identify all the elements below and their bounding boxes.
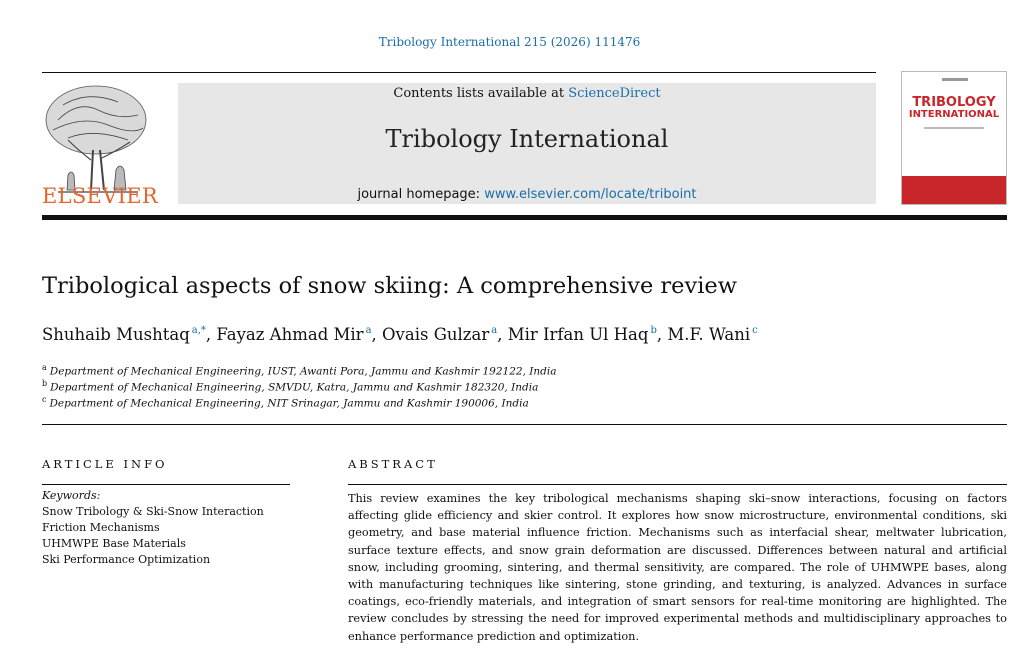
article-info-heading: ARTICLE INFO: [42, 457, 168, 471]
journal-name: Tribology International: [385, 125, 669, 153]
affiliation-text: Department of Mechanical Engineering, IUST, Awanti Pora, Jammu and Kashmir 192122, India: [49, 365, 557, 378]
top-divider: [42, 72, 876, 73]
journal-citation-link[interactable]: Tribology International 215 (2026) 111476: [378, 35, 641, 49]
author-list: [42, 325, 758, 344]
cover-red-band: [902, 176, 1006, 205]
author-affiliation-sup[interactable]: a: [491, 325, 498, 336]
elsevier-wordmark: ELSEVIER: [42, 184, 158, 208]
cover-top-mark: [942, 78, 968, 81]
affiliation-text: Department of Mechanical Engineering, SMVDU, Katra, Jammu and Kashmir 182320, India: [50, 381, 539, 394]
sciencedirect-link[interactable]: ScienceDirect: [568, 86, 661, 101]
abstract-heading: ABSTRACT: [348, 457, 438, 471]
cover-subtitle-mark: [924, 127, 984, 129]
author-name[interactable]: Shuhaib Mushtaq: [42, 325, 190, 344]
contents-prefix: Contents lists available at: [393, 86, 569, 101]
affiliation-item: [42, 395, 529, 410]
abstract-divider: [348, 484, 1007, 485]
author-affiliation-sup[interactable]: a: [365, 325, 372, 336]
affiliation-sup: a: [42, 363, 47, 372]
affiliation-item: [42, 379, 538, 394]
article-info-divider: [42, 484, 290, 485]
author-name[interactable]: Ovais Gulzar: [382, 325, 490, 344]
author-name[interactable]: Mir Irfan Ul Haq: [507, 325, 649, 344]
homepage-prefix: journal homepage:: [357, 187, 485, 202]
author-affiliation-sup[interactable]: a,*: [191, 325, 206, 336]
affiliation-sup: b: [42, 379, 48, 388]
article-title: Tribological aspects of snow skiing: A comprehensive review: [42, 273, 737, 299]
cover-title: [902, 96, 1006, 120]
affiliation-text: Department of Mechanical Engineering, NIT Srinagar, Jammu and Kashmir 190006, India: [49, 397, 529, 410]
author-affiliation-sup[interactable]: b: [650, 325, 657, 336]
author-name[interactable]: M.F. Wani: [667, 325, 751, 344]
author-separator: ,: [656, 325, 668, 344]
affiliations-divider: [42, 424, 1007, 425]
author-separator: ,: [371, 325, 383, 344]
journal-cover-thumbnail[interactable]: [901, 71, 1007, 205]
cover-title-line2: INTERNATIONAL: [908, 109, 1000, 120]
author-separator: ,: [205, 325, 217, 344]
keyword-item: Ski Performance Optimization: [42, 553, 211, 566]
abstract-body: This review examines the key tribological mechanisms shaping ski–snow interactions, focusing on factors affecting glide efficiency and skier control. It explores how snow microstructure, environmental conditions, ski geometry, and base material influence friction. Mechanisms such as interfacial shear, meltwater lubrication, surface texture effects, and snow grain deformation are discussed. Differences between natural and artificial snow, including grooming, sintering, and thermal sensitivity, are compared. The role of UHMWPE bases, along with manufacturing techniques like sintering, stone grinding, and texturing, is analyzed. Advances in surface coatings, eco-friendly materials, and integration of smart sensors for real-time monitoring are highlighted. The review concludes by stressing the need for improved experimental methods and multidisciplinary approaches to enhance performance prediction and optimization.: [348, 492, 1007, 643]
keyword-item: Friction Mechanisms: [42, 521, 160, 534]
author-separator: ,: [497, 325, 508, 344]
author-name[interactable]: Fayaz Ahmad Mir: [216, 325, 364, 344]
affiliation-sup: c: [42, 395, 47, 404]
affiliation-item: [42, 363, 557, 378]
homepage-line: [178, 187, 876, 202]
keyword-item: UHMWPE Base Materials: [42, 537, 186, 550]
contents-line: [178, 86, 876, 101]
cover-title-line1: TRIBOLOGY: [912, 95, 996, 110]
keywords-label: Keywords:: [42, 489, 101, 502]
keyword-item: Snow Tribology & Ski-Snow Interaction: [42, 505, 264, 518]
header-thick-divider: [42, 215, 1007, 220]
author-affiliation-sup[interactable]: c: [752, 325, 758, 336]
journal-homepage-link[interactable]: www.elsevier.com/locate/triboint: [484, 187, 697, 202]
